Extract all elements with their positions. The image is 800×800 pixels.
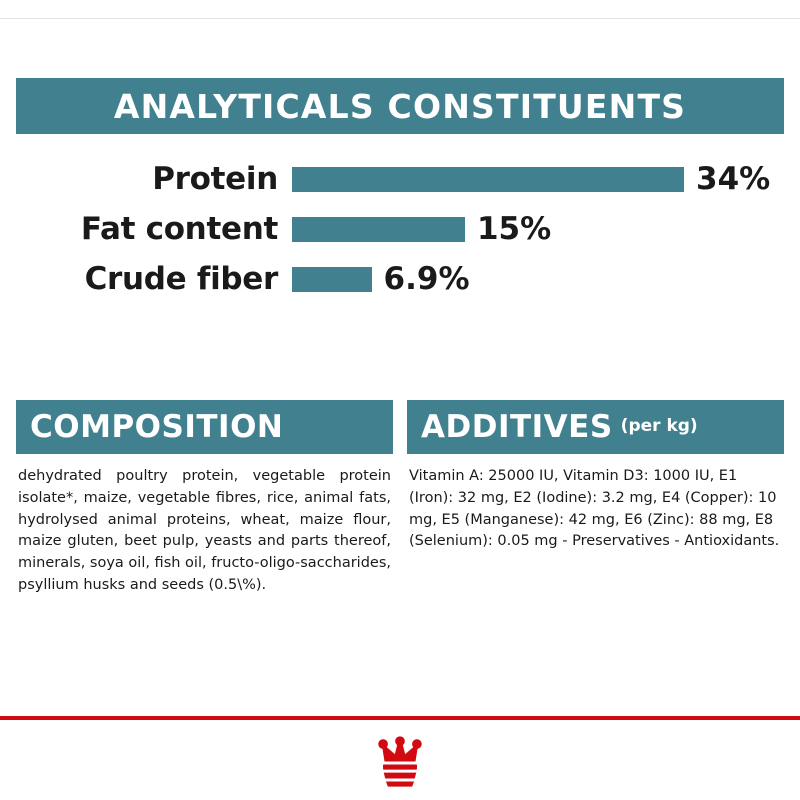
nutrient-label: Crude fiber bbox=[84, 261, 278, 297]
nutrient-bar-fill bbox=[292, 167, 684, 192]
additives-text: Vitamin A: 25000 IU, Vitamin D3: 1000 IU, E1 (Iron): 32 mg, E2 (Iodine): 3.2 mg, E4 (Copper): 10 mg, E5 (Manganese): 42 mg, E6 (Zinc): 88 mg, E8 (Selenium): 0.05 mg - Preservatives - Antioxidants. bbox=[409, 468, 780, 550]
analytical-constituents-header bbox=[16, 78, 784, 134]
nutrient-row bbox=[16, 256, 784, 302]
brand-logo bbox=[0, 726, 800, 800]
additives-unit-label: (per kg) bbox=[620, 415, 698, 436]
nutrient-label: Fat content bbox=[80, 211, 278, 247]
nutrient-bar-track bbox=[292, 161, 784, 197]
details-panels bbox=[16, 400, 784, 597]
nutrient-bar-chart bbox=[16, 156, 784, 302]
additives-title: ADDITIVES bbox=[421, 408, 613, 445]
additives-panel bbox=[407, 400, 784, 597]
additives-header bbox=[407, 400, 784, 454]
nutrient-bar-fill bbox=[292, 217, 465, 242]
nutrient-row bbox=[16, 206, 784, 252]
nutrient-value: 6.9% bbox=[383, 261, 470, 297]
nutrient-bar-track bbox=[292, 261, 784, 297]
composition-header bbox=[16, 400, 393, 454]
nutrient-bar-fill bbox=[292, 267, 372, 292]
composition-panel bbox=[16, 400, 393, 597]
top-divider bbox=[0, 18, 800, 19]
composition-title: COMPOSITION bbox=[30, 408, 284, 445]
analytical-constituents-section bbox=[16, 78, 784, 306]
royal-canin-crown-icon bbox=[363, 732, 437, 794]
nutrient-value: 15% bbox=[476, 211, 552, 247]
nutrient-label: Protein bbox=[152, 161, 278, 197]
nutrient-row bbox=[16, 156, 784, 202]
nutrient-bar-track bbox=[292, 211, 784, 247]
footer-divider bbox=[0, 716, 800, 720]
nutrient-value: 34% bbox=[696, 161, 771, 197]
analytical-constituents-title: ANALYTICALS CONSTITUENTS bbox=[113, 86, 687, 126]
composition-text: dehydrated poultry protein, vegetable protein isolate*, maize, vegetable fibres, rice, animal fats, hydrolysed animal proteins, wheat, maize flour, maize gluten, beet pulp, yeasts and parts thereof, minerals, soya oil, fish oil, fructo-oligo-saccharides, psyllium husks and seeds (0.5\%). bbox=[18, 468, 391, 593]
